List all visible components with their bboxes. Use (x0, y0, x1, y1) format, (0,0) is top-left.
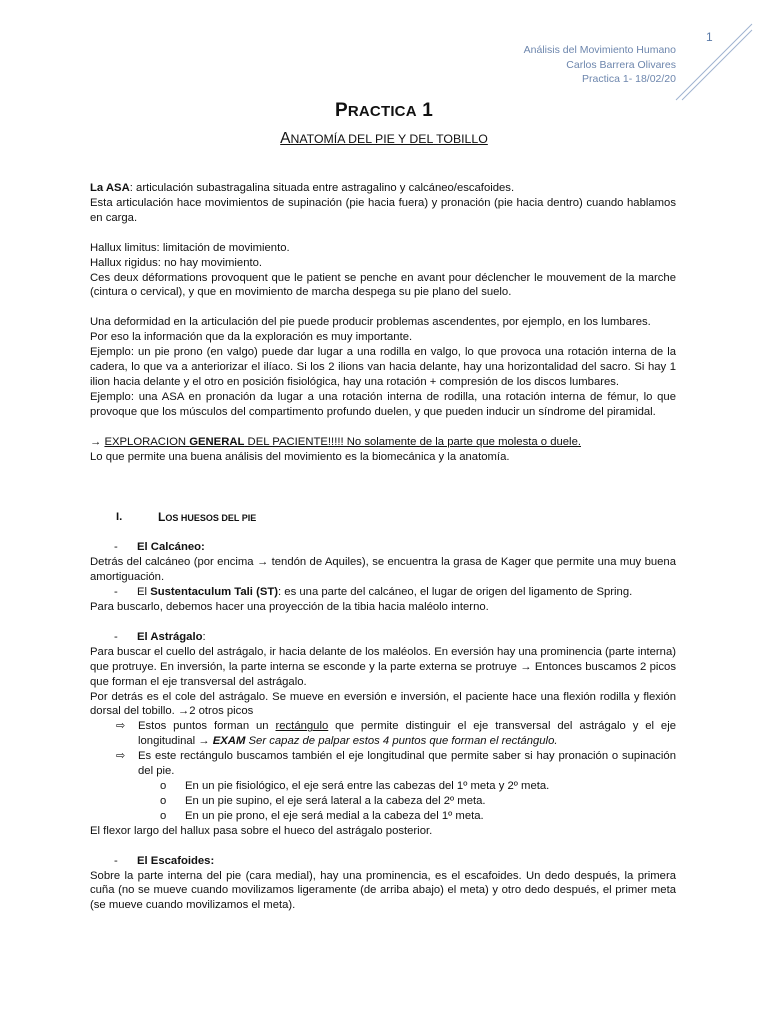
running-header (524, 43, 676, 87)
header-course: Análisis del Movimiento Humano (523, 44, 676, 56)
exploracion-general-note: → EXPLORACION GENERAL DEL PACIENTE!!!!! No solamente de la parte que molesta o duele. (90, 435, 581, 448)
subheading-sustentaculum: - El Sustentaculum Tali (ST): es una parte del calcáneo, el lugar de origen del ligamento de Spring. (114, 586, 633, 599)
section-heading-huesos: I. LOS HUESOS DEL PIE (116, 509, 257, 524)
arrow-bullet-icon: ⇨ (116, 720, 126, 733)
circle-bullet-icon: o (160, 780, 167, 792)
astragalo-bullet-axis: ⇨ Es este rectángulo buscamos también el eje longitudinal que permite saber si hay pronación o supinación del pie. (116, 750, 676, 778)
deformidad-paragraph: Una deformidad en la articulación del pie puede producir problemas ascendentes, por ejemplo, en los lumbares. (90, 316, 651, 329)
exploracion-importance: Por eso la información que da la exploración es muy importante. (90, 331, 413, 344)
header-author: Carlos Barrera Olivares (566, 58, 676, 71)
document-subtitle: ANATOMÍA DEL PIE Y DEL TOBILLO (280, 130, 488, 147)
asa-definition: La ASA: articulación subastragalina situada entre astragalino y calcáneo/escafoides. (90, 182, 515, 194)
astragalo-text-2: Por detrás es el cole del astrágalo. Se mueve en eversión e inversión, el paciente hace una flexión rodilla y flexión dorsal del tobillo. →2 otros picos (90, 690, 676, 718)
subheading-astragalo: - El Astrágalo: (114, 630, 206, 643)
hallux-rigidus: Hallux rigidus: no hay movimiento. (90, 256, 263, 269)
subheading-calcaneo: - El Calcáneo: (114, 541, 205, 554)
deformations-paragraph: Ces deux déformations provoquent que le patient se penche en avant pour déclencher le mouvement de la marche (cintura o cervical), y que en movimiento de marcha despega su pie plano del suelo. (90, 271, 676, 299)
arrow-bullet-icon: ⇨ (116, 750, 126, 763)
axis-supine: o En un pie supino, el eje será lateral a la cabeza del 2º meta. (160, 794, 486, 807)
example-2: Ejemplo: una ASA en pronación da lugar a una rotación interna de rodilla, una rotación interna de fémur, lo que provoque que los músculos del compartimento profundo duelen, y que pueden inducir un síndrome del piramidal. (90, 390, 676, 418)
axis-prone: o En un pie prono, el eje será medial a la cabeza del 1º meta. (160, 809, 484, 822)
header-practice-date: Practica 1- 18/02/20 (582, 73, 676, 85)
page-number: 1 (706, 30, 713, 44)
example-1: Ejemplo: un pie prono (en valgo) puede dar lugar a una rodilla en valgo, lo que provoca una rotación interna de la cadera, lo que va a anteriorizar el ilíaco. Si los 2 ilions van hacia delante, hay una horizontalidad del sacro. Si hay 1 ilion hacia delante y el otro en posición fisiológica, hay una rotación + compresión de los discos lumbares. (90, 346, 676, 388)
axis-physiological: o En un pie fisiológico, el eje será entre las cabezas del 1º meta y 2º meta. (160, 780, 550, 792)
sustentaculum-search: Para buscarlo, debemos hacer una proyección de la tibia hacia maléolo interno. (90, 601, 489, 614)
subheading-escafoides: - El Escafoides: (114, 854, 215, 867)
biomecanica-note: Lo que permite una buena análisis del movimiento es la biomecánica y la anatomía. (90, 450, 510, 463)
escafoides-text: Sobre la parte interna del pie (cara medial), hay una prominencia, es el escafoides. Un dedo después, la primera cuña (no se mueve cuando movilizamos ligeramente (de arriba abajo) el meta) y otro dedo después, el primer meta (se mueve cuando movilizamos el meta). (90, 869, 676, 912)
header-decoration-lines (672, 22, 754, 102)
circle-bullet-icon: o (160, 794, 167, 807)
astragalo-text-1: Para buscar el cuello del astrágalo, ir hacia delante de los maléolos. En eversión hay una prominencia (parte interna) que protruye. En inversión, la parte interna se esconde y la parte externa se protruye → Entonces buscamos 2 picos que forman el eje transversal del astrágalo. (90, 645, 676, 688)
circle-bullet-icon: o (160, 809, 167, 822)
astragalo-bullet-rectangle: ⇨ Estos puntos forman un rectángulo que permite distinguir el eje transversal del astrágalo y el eje longitudinal → EXAM Ser capaz de palpar estos 4 puntos que forman el rectángulo. (116, 720, 677, 748)
flexor-hallux-note: El flexor largo del hallux pasa sobre el hueco del astrágalo posterior. (90, 824, 433, 837)
document-body (90, 181, 676, 913)
asa-movement: Esta articulación hace movimientos de supinación (pie hacia fuera) y pronación (pie hacia dentro) cuando hablamos en carga. (90, 196, 676, 224)
calcaneo-text: Detrás del calcáneo (por encima → tendón de Aquiles), se encuentra la grasa de Kager que permite una muy buena amortiguación. (90, 556, 676, 584)
hallux-limitus: Hallux limitus: limitación de movimiento. (90, 241, 290, 254)
document-title: PRACTICA 1 (334, 100, 434, 121)
